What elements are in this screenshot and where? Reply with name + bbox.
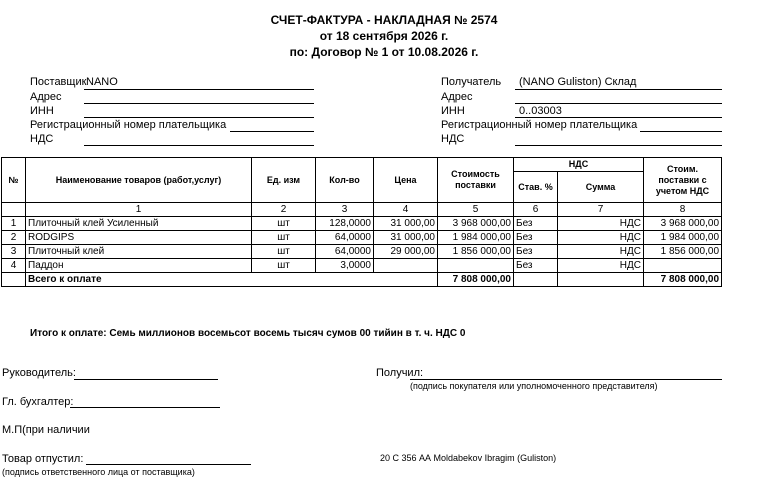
row-qty: 64,0000 xyxy=(316,231,374,245)
invoice-title: СЧЕТ-ФАКТУРА - НАКЛАДНАЯ № 2574 xyxy=(270,13,498,27)
recipient-inn: 0..03003 xyxy=(519,105,562,117)
row-vat-sum: НДС xyxy=(558,245,644,259)
col-header-vat-rate: Став. % xyxy=(514,172,558,203)
amount-in-words: Итого к оплате: Семь миллионов восемьсот восемь тысяч сумов 00 тийин в т. ч. НДС 0 xyxy=(30,328,466,339)
stamp-label: М.П(при наличии xyxy=(2,424,90,436)
goods-table xyxy=(1,157,722,287)
row-qty: 128,0000 xyxy=(316,217,374,231)
row-vat-rate: Без xyxy=(514,217,558,231)
col-header-price: Цена xyxy=(374,158,438,203)
recipient-vat-label: НДС xyxy=(441,133,465,145)
table-row xyxy=(2,259,722,273)
col-number: 8 xyxy=(644,203,722,217)
recipient-label: Получатель xyxy=(441,76,502,88)
col-number: 2 xyxy=(252,203,316,217)
col-number: 6 xyxy=(514,203,558,217)
row-price: 31 000,00 xyxy=(374,231,438,245)
row-price: 29 000,00 xyxy=(374,245,438,259)
row-total: 3 968 000,00 xyxy=(644,217,722,231)
supplier-inn-label: ИНН xyxy=(30,105,54,117)
row-qty: 3,0000 xyxy=(316,259,374,273)
row-name: Плиточный клей Усиленный xyxy=(26,217,252,231)
row-num: 1 xyxy=(2,217,26,231)
recipient-inn-label: ИНН xyxy=(441,105,465,117)
director-label: Руководитель: xyxy=(2,367,76,379)
row-vat-rate: Без xyxy=(514,259,558,273)
supplier-reg-line xyxy=(230,131,314,132)
row-unit: шт xyxy=(252,217,316,231)
supplier-label: Поставщик xyxy=(30,76,87,88)
col-header-unit: Ед. изм xyxy=(252,158,316,203)
row-name: Плиточный клей xyxy=(26,245,252,259)
col-header-cost: Стоимость поставки xyxy=(438,158,514,203)
received-signature-line xyxy=(410,379,722,380)
col-header-vat: НДС xyxy=(514,158,644,172)
recipient-name: (NANO Guliston) Склад xyxy=(519,76,637,88)
recipient-address-line xyxy=(515,103,722,104)
recipient-name-line xyxy=(515,89,722,90)
row-unit: шт xyxy=(252,231,316,245)
released-label: Товар отпустил: xyxy=(2,453,84,465)
col-number: 7 xyxy=(558,203,644,217)
row-total xyxy=(644,259,722,273)
invoice-contract: по: Договор № 1 от 10.08.2026 г. xyxy=(289,45,479,59)
recipient-reg-label: Регистрационный номер плательщика xyxy=(441,119,638,131)
row-vat-rate: Без xyxy=(514,231,558,245)
row-cost: 1 984 000,00 xyxy=(438,231,514,245)
col-number: 5 xyxy=(438,203,514,217)
row-price: 31 000,00 xyxy=(374,217,438,231)
row-cost xyxy=(438,259,514,273)
row-cost: 3 968 000,00 xyxy=(438,217,514,231)
supplier-address-line xyxy=(84,103,314,104)
supplier-address-label: Адрес xyxy=(30,91,62,103)
table-row xyxy=(2,245,722,259)
row-cost: 1 856 000,00 xyxy=(438,245,514,259)
table-row xyxy=(2,217,722,231)
col-header-num: № xyxy=(2,158,26,203)
col-header-vat-sum: Сумма xyxy=(558,172,644,203)
proxy-text: 20 С 356 АА Moldabekov Ibragim (Guliston) xyxy=(380,453,557,463)
recipient-vat-line xyxy=(515,145,722,146)
row-vat-rate: Без xyxy=(514,245,558,259)
row-num: 2 xyxy=(2,231,26,245)
col-header-qty: Кол-во xyxy=(316,158,374,203)
row-qty: 64,0000 xyxy=(316,245,374,259)
released-note: (подпись ответственного лица от поставщика) xyxy=(2,467,195,477)
supplier-vat-label: НДС xyxy=(30,133,54,145)
row-total: 1 984 000,00 xyxy=(644,231,722,245)
supplier-vat-line xyxy=(84,145,314,146)
supplier-name-line xyxy=(84,89,314,90)
row-num: 3 xyxy=(2,245,26,259)
recipient-reg-line xyxy=(640,131,722,132)
row-unit: шт xyxy=(252,259,316,273)
total-label: Всего к оплате xyxy=(26,273,438,287)
released-signature-line xyxy=(86,464,251,465)
invoice-date: от 18 сентября 2026 г. xyxy=(319,29,449,43)
row-vat-sum: НДС xyxy=(558,217,644,231)
row-name: Паддон xyxy=(26,259,252,273)
total-cost: 7 808 000,00 xyxy=(438,273,514,287)
received-note: (подпись покупателя или уполномоченного представителя) xyxy=(410,381,658,391)
table-row xyxy=(2,231,722,245)
column-number-row xyxy=(2,203,722,217)
received-label: Получил: xyxy=(376,367,424,379)
director-signature-line xyxy=(74,379,218,380)
col-number: 4 xyxy=(374,203,438,217)
row-unit: шт xyxy=(252,245,316,259)
supplier-reg-label: Регистрационный номер плательщика xyxy=(30,119,227,131)
accountant-label: Гл. бухгалтер: xyxy=(2,396,74,408)
row-vat-sum: НДС xyxy=(558,259,644,273)
recipient-inn-line xyxy=(515,117,722,118)
supplier-name: NANO xyxy=(86,76,118,88)
col-number: 1 xyxy=(26,203,252,217)
col-header-name: Наименование товаров (работ,услуг) xyxy=(26,158,252,203)
accountant-signature-line xyxy=(70,407,220,408)
row-name: RODGIPS xyxy=(26,231,252,245)
total-row xyxy=(2,273,722,287)
row-num: 4 xyxy=(2,259,26,273)
total-with-vat: 7 808 000,00 xyxy=(644,273,722,287)
supplier-inn-line xyxy=(84,117,314,118)
row-vat-sum: НДС xyxy=(558,231,644,245)
recipient-address-label: Адрес xyxy=(441,91,473,103)
row-price xyxy=(374,259,438,273)
row-total: 1 856 000,00 xyxy=(644,245,722,259)
col-number: 3 xyxy=(316,203,374,217)
col-header-total: Стоим. поставки с учетом НДС xyxy=(644,158,722,203)
